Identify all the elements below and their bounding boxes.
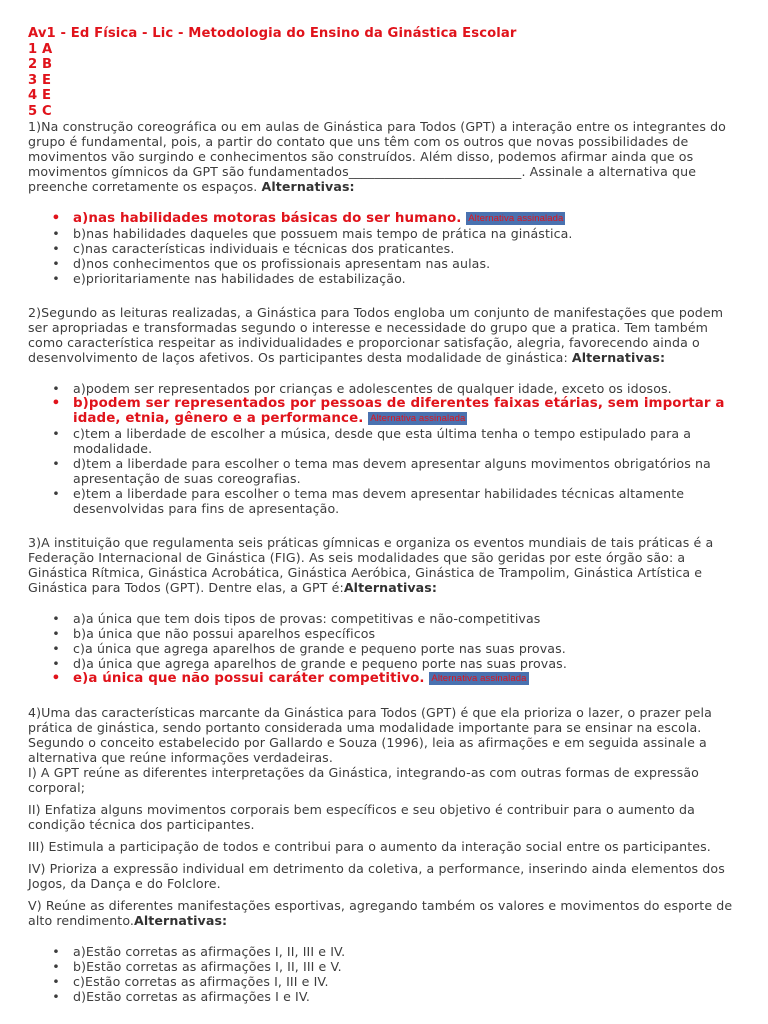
bullet-icon: • bbox=[52, 626, 60, 641]
selected-answer-badge: Alternativa assinalada bbox=[431, 673, 527, 684]
question-1-options bbox=[28, 211, 740, 286]
selected-option[interactable]: • a)nas habilidades motoras básicas do ser humano. Alternativa assinalada bbox=[51, 211, 564, 226]
bullet-icon: • bbox=[52, 959, 60, 974]
answer-key-5: 5 C bbox=[28, 103, 52, 119]
answer-key-2: 2 B bbox=[28, 57, 53, 72]
bullet-icon: • bbox=[52, 271, 60, 286]
bullet-icon: • bbox=[52, 241, 60, 256]
option[interactable]: • c)Estão corretas as afirmações I, III e IV. bbox=[52, 974, 329, 989]
selected-answer-badge: Alternativa assinalada bbox=[468, 213, 564, 224]
bullet-icon: • bbox=[52, 426, 60, 441]
bullet-icon: • bbox=[52, 256, 60, 271]
option[interactable]: • c)nas características individuais e técnicas dos praticantes. bbox=[52, 241, 455, 256]
question-3-text: 3)A instituição que regulamenta seis práticas gímnicas e organiza os eventos mundiais de tais práticas é a Federação Internacional de Ginástica (FIG). As seis modalidades que são geridas por este órgão são: a Ginástica Rítmica, Ginástica Acrobática, Ginástica Aeróbica, Ginástica de Trampolim, Ginástica Artística e Ginástica para Todos (GPT). Dentre elas, a GPT é: bbox=[28, 535, 714, 595]
answer-key-4: 4 E bbox=[28, 88, 52, 103]
question-3 bbox=[28, 535, 740, 686]
bullet-icon: • bbox=[52, 944, 60, 959]
question-3-options bbox=[28, 611, 740, 686]
option[interactable]: • d)Estão corretas as afirmações I e IV. bbox=[52, 989, 311, 1004]
selected-option[interactable]: • b)podem ser representados por pessoas de diferentes faixas etárias, sem importar a idade, etnia, gênero e a performance. Alternativa assinalada bbox=[51, 396, 725, 426]
alternatives-label: Alternativas: bbox=[571, 350, 666, 365]
question-4-options bbox=[28, 944, 740, 1004]
option[interactable]: • b)a única que não possui aparelhos específicos bbox=[52, 626, 376, 641]
question-2-options bbox=[28, 381, 740, 516]
option[interactable]: • e)tem a liberdade para escolher o tema mas devem apresentar habilidades técnicas altamente desenvolvidas para fins de apresentação. bbox=[52, 486, 685, 516]
option[interactable]: • a)a única que tem dois tipos de provas: competitivas e não-competitivas bbox=[52, 611, 541, 626]
statement-2: II) Enfatiza alguns movimentos corporais bem específicos e seu objetivo é contribuir para o aumento da condição técnica dos participantes. bbox=[28, 802, 695, 832]
answer-key-3: 3 E bbox=[28, 72, 52, 88]
alternatives-label: Alternativas: bbox=[261, 179, 355, 194]
question-1-text: 1)Na construção coreográfica ou em aulas de Ginástica para Todos (GPT) a interação entre os integrantes do grupo é fundamental, pois, a partir do contato que uns têm com os outros que novas possibilidades de movimentos vão surgindo e conhecimentos são construídos. Além disso, podemos afirmar ainda que os movimentos gímnicos da GPT são fundamentados___________________________. Assinale a alternativa que preenche corretamente os espaços. bbox=[28, 119, 726, 194]
bullet-icon: • bbox=[52, 381, 60, 396]
option[interactable]: • b)Estão corretas as afirmações I, II, III e V. bbox=[52, 959, 342, 974]
document-header bbox=[28, 26, 740, 119]
statement-5: V) Reúne as diferentes manifestações esportivas, agregando também os valores e movimentos do esporte de alto rendimento. bbox=[28, 898, 733, 928]
bullet-icon: • bbox=[52, 656, 60, 671]
option[interactable]: • e)prioritariamente nas habilidades de estabilização. bbox=[52, 271, 406, 286]
option[interactable]: • b)nas habilidades daqueles que possuem mais tempo de prática na ginástica. bbox=[52, 226, 573, 241]
page-title: Av1 - Ed Física - Lic - Metodologia do Ensino da Ginástica Escolar bbox=[28, 26, 517, 41]
alternatives-label: Alternativas: bbox=[134, 913, 228, 928]
bullet-icon: • bbox=[52, 641, 60, 656]
answer-key-1: 1 A bbox=[28, 41, 53, 57]
question-2 bbox=[28, 305, 740, 516]
question-2-text: 2)Segundo as leituras realizadas, a Ginástica para Todos engloba um conjunto de manifestações que podem ser apropriadas e transformadas segundo o interesse e necessidade do grupo que a pratica. Tem também como característica respeitar as individualidades e proporcionar satisfação, alegria, favorecendo ainda o desenvolvimento de laços afetivos. Os participantes desta modalidade de ginástica: bbox=[28, 305, 724, 365]
bullet-icon: • bbox=[52, 226, 60, 241]
alternatives-label: Alternativas: bbox=[343, 580, 438, 595]
bullet-icon: • bbox=[52, 611, 60, 626]
question-4-text: 4)Uma das características marcante da Ginástica para Todos (GPT) é que ela prioriza o lazer, o prazer pela prática de ginástica, sendo portanto considerada uma modalidade importante para se ensinar na escola. Segundo o conceito estabelecido por Gallardo e Souza (1996), leia as afirmações e em seguida assinale a alternativa que reúne informações verdadeiras. bbox=[28, 705, 712, 765]
statement-4: IV) Prioriza a expressão individual em detrimento da coletiva, a performance, inserindo ainda elementos dos Jogos, da Dança e do Folclore. bbox=[28, 861, 725, 891]
option[interactable]: • d)a única que agrega aparelhos de grande e pequeno porte nas suas provas. bbox=[52, 656, 567, 671]
bullet-icon: • bbox=[51, 671, 61, 686]
bullet-icon: • bbox=[52, 456, 60, 471]
option[interactable]: • c)tem a liberdade de escolher a música, desde que esta última tenha o tempo estipulado para a modalidade. bbox=[52, 426, 692, 456]
bullet-icon: • bbox=[52, 974, 60, 989]
bullet-icon: • bbox=[52, 989, 60, 1004]
statement-1: I) A GPT reúne as diferentes interpretações da Ginástica, integrando-as com outras formas de expressão corporal; bbox=[28, 765, 699, 795]
bullet-icon: • bbox=[52, 486, 60, 501]
option[interactable]: • c)a única que agrega aparelhos de grande e pequeno porte nas suas provas. bbox=[52, 641, 566, 656]
option[interactable]: • a)Estão corretas as afirmações I, II, III e IV. bbox=[52, 944, 346, 959]
option[interactable]: • d)tem a liberdade para escolher o tema mas devem apresentar alguns movimentos obrigatórios na apresentação de suas coreografias. bbox=[52, 456, 711, 486]
question-4 bbox=[28, 705, 740, 1004]
selected-answer-badge: Alternativa assinalada bbox=[370, 413, 466, 424]
question-1 bbox=[28, 119, 740, 286]
option[interactable]: • a)podem ser representados por crianças e adolescentes de qualquer idade, exceto os idosos. bbox=[52, 381, 672, 396]
bullet-icon: • bbox=[51, 396, 61, 411]
bullet-icon: • bbox=[51, 211, 61, 226]
statement-3: III) Estimula a participação de todos e contribui para o aumento da interação social entre os participantes. bbox=[28, 839, 711, 854]
selected-option[interactable]: • e)a única que não possui caráter competitivo. Alternativa assinalada bbox=[51, 671, 527, 686]
option[interactable]: • d)nos conhecimentos que os profissionais apresentam nas aulas. bbox=[52, 256, 491, 271]
